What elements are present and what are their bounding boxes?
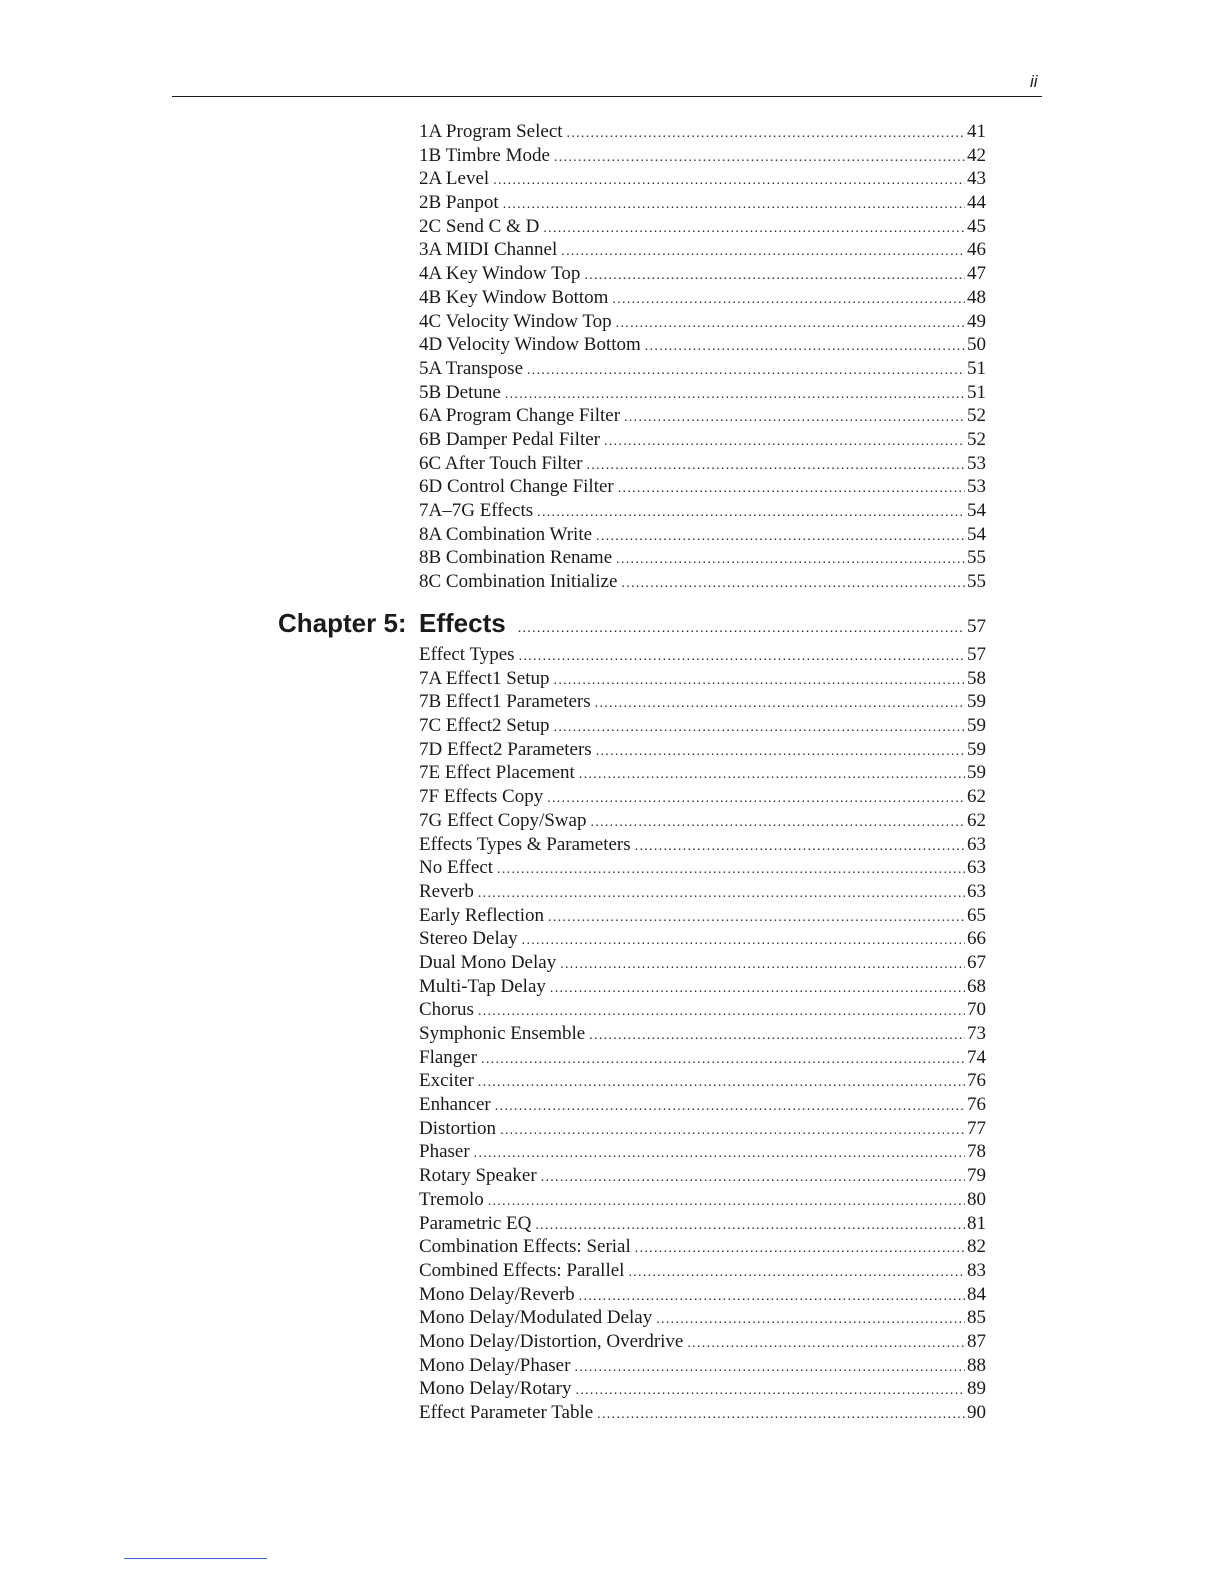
toc-entry-label: 2A Level	[419, 168, 490, 190]
toc-entry-page: 68	[967, 975, 986, 997]
dot-leader	[616, 312, 965, 336]
dot-leader	[497, 858, 965, 882]
dot-leader	[635, 1237, 965, 1261]
toc-entry[interactable]	[419, 1069, 986, 1093]
toc-entry-page: 53	[967, 476, 986, 498]
toc-entry-label: 2C Send C & D	[419, 215, 540, 237]
dot-leader	[505, 383, 965, 407]
toc-entry-page: 70	[967, 999, 986, 1021]
dot-leader	[537, 501, 965, 525]
toc-entry-label: 7G Effect Copy/Swap	[419, 809, 587, 831]
dot-leader	[621, 572, 965, 596]
toc-entry[interactable]	[419, 475, 986, 499]
dot-leader	[618, 477, 965, 501]
toc-entry[interactable]	[419, 667, 986, 691]
toc-entry-page: 45	[967, 215, 986, 237]
toc-entry[interactable]	[419, 880, 986, 904]
toc-entry-label: Mono Delay/Reverb	[419, 1283, 575, 1305]
toc-entry-label: Effects Types & Parameters	[419, 833, 631, 855]
toc-entry-label: Reverb	[419, 880, 474, 902]
toc-entry-page: 46	[967, 239, 986, 261]
toc-entry[interactable]	[419, 215, 986, 239]
toc-combination-section	[419, 120, 986, 594]
toc-entry-label: Rotary Speaker	[419, 1165, 537, 1187]
toc-entry-page: 54	[967, 500, 986, 521]
toc-entry-label: 7B Effect1 Parameters	[419, 691, 591, 713]
toc-entry-page: 49	[967, 310, 986, 332]
dot-leader	[656, 1308, 965, 1332]
toc-entry-label: 6B Damper Pedal Filter	[419, 428, 600, 450]
toc-entry-page: 90	[967, 1402, 986, 1423]
toc-entry[interactable]	[419, 286, 986, 310]
toc-entry-page: 43	[967, 168, 986, 190]
toc-entry-page: 55	[967, 547, 986, 569]
toc-entry-page: 58	[967, 667, 986, 689]
toc-entry[interactable]	[419, 904, 986, 928]
dot-leader	[590, 811, 965, 835]
toc-entry-page: 47	[967, 263, 986, 285]
toc-entry-page: 82	[967, 1236, 986, 1258]
toc-entry-label: Parametric EQ	[419, 1212, 532, 1234]
dot-leader	[547, 787, 965, 811]
dot-leader	[548, 906, 965, 930]
dot-leader	[488, 1190, 965, 1214]
toc-entry-page: 62	[967, 786, 986, 808]
toc-entry[interactable]	[419, 570, 986, 594]
toc-entry-page: 74	[967, 1046, 986, 1068]
dot-leader	[574, 1356, 965, 1380]
chapter-label: Chapter 5:	[278, 608, 407, 638]
toc-entry-label: No Effect	[419, 857, 494, 879]
toc-entry-label: 7E Effect Placement	[419, 762, 575, 784]
toc-entry[interactable]	[419, 428, 986, 452]
toc-entry-label: Effect Parameter Table	[419, 1402, 594, 1423]
toc-entry-page: 44	[967, 192, 986, 214]
toc-entry-page: 54	[967, 523, 986, 545]
toc-entry-page: 50	[967, 334, 986, 356]
toc-entry-label: 6A Program Change Filter	[419, 405, 621, 427]
toc-entry-page: 77	[967, 1117, 986, 1139]
toc-entry-label: Dual Mono Delay	[419, 951, 557, 973]
toc-entry[interactable]	[419, 262, 986, 286]
toc-entry-page: 57	[967, 644, 986, 665]
toc-entry-label: 2B Panpot	[419, 192, 499, 214]
toc-entry-page: 63	[967, 880, 986, 902]
toc-entry-label: Enhancer	[419, 1094, 491, 1116]
toc-entry-label: 1A Program Select	[419, 121, 563, 142]
toc-entry-label: Early Reflection	[419, 904, 545, 926]
dot-leader	[579, 1285, 965, 1309]
toc-entry-label: Phaser	[419, 1141, 470, 1163]
toc-entry[interactable]	[419, 998, 986, 1022]
toc-entry-label: Flanger	[419, 1046, 478, 1068]
toc-entry-label: Multi-Tap Delay	[419, 975, 546, 997]
dot-leader	[478, 882, 965, 906]
toc-entry-page: 88	[967, 1354, 986, 1376]
toc-entry[interactable]	[419, 381, 986, 405]
toc-entry-page: 87	[967, 1330, 986, 1352]
toc-entry[interactable]	[419, 1093, 986, 1117]
dot-leader	[503, 193, 965, 217]
toc-entry[interactable]	[419, 690, 986, 714]
toc-effects-section	[419, 643, 986, 1425]
toc-entry[interactable]	[419, 1283, 986, 1307]
toc-entry-page: 85	[967, 1307, 986, 1329]
toc-entry-page: 62	[967, 809, 986, 831]
toc-entry-page: 78	[967, 1141, 986, 1163]
toc-entry[interactable]	[419, 1330, 986, 1354]
toc-entry[interactable]	[419, 1117, 986, 1141]
toc-entry[interactable]	[419, 809, 986, 833]
toc-entry-label: Mono Delay/Modulated Delay	[419, 1307, 653, 1329]
toc-entry-page: 59	[967, 762, 986, 784]
toc-entry-page: 73	[967, 1023, 986, 1044]
toc-entry[interactable]	[419, 310, 986, 334]
dot-leader	[567, 122, 965, 146]
toc-entry[interactable]	[419, 785, 986, 809]
dot-leader	[628, 1261, 965, 1285]
toc-entry-page: 79	[967, 1165, 986, 1187]
toc-entry-page: 59	[967, 715, 986, 737]
toc-entry-label: 3A MIDI Channel	[419, 239, 558, 261]
toc-entry[interactable]	[419, 1235, 986, 1259]
dot-leader	[624, 406, 965, 430]
toc-entry-label: Effect Types	[419, 644, 515, 665]
dot-leader	[493, 169, 965, 193]
toc-entry[interactable]	[419, 714, 986, 738]
toc-entry-page: 76	[967, 1070, 986, 1092]
toc-entry[interactable]	[419, 144, 986, 168]
toc-entry[interactable]	[419, 761, 986, 785]
toc-entry-page: 55	[967, 571, 986, 593]
toc-entry[interactable]	[419, 191, 986, 215]
toc-entry-label: Combined Effects: Parallel	[419, 1259, 625, 1281]
toc-entry-label: 4D Velocity Window Bottom	[419, 334, 641, 356]
toc-entry[interactable]	[419, 1354, 986, 1378]
toc-entry-label: 4A Key Window Top	[419, 263, 581, 285]
toc-entry-label: 4C Velocity Window Top	[419, 310, 612, 332]
toc-entry[interactable]	[419, 1401, 986, 1425]
toc-entry[interactable]	[419, 1022, 986, 1046]
toc-entry[interactable]	[419, 1259, 986, 1283]
toc-entry-page: 52	[967, 428, 986, 450]
dot-leader	[554, 669, 965, 693]
dot-leader	[519, 645, 965, 669]
dot-leader	[518, 621, 965, 637]
toc-entry[interactable]	[419, 1306, 986, 1330]
dot-leader	[474, 1142, 965, 1166]
toc-entry-page: 80	[967, 1188, 986, 1210]
toc-entry-label: Symphonic Ensemble	[419, 1023, 586, 1044]
toc-entry-page: 83	[967, 1259, 986, 1281]
toc-entry[interactable]	[419, 927, 986, 951]
toc-entry[interactable]	[419, 238, 986, 262]
toc-entry[interactable]	[419, 1188, 986, 1212]
dot-leader	[604, 430, 965, 454]
toc-entry[interactable]	[419, 1046, 986, 1070]
toc-entry-page: 84	[967, 1283, 986, 1305]
toc-entry[interactable]	[419, 523, 986, 547]
toc-entry-label: 7C Effect2 Setup	[419, 715, 550, 737]
toc-entry-page: 59	[967, 738, 986, 760]
toc-entry-label: 1B Timbre Mode	[419, 144, 550, 166]
dot-leader	[687, 1332, 965, 1356]
toc-entry[interactable]	[419, 1164, 986, 1188]
toc-entry-page: 41	[967, 121, 986, 142]
dot-leader	[478, 1000, 965, 1024]
dot-leader	[587, 454, 966, 478]
toc-entry[interactable]	[419, 833, 986, 857]
toc-entry-label: 6D Control Change Filter	[419, 476, 614, 498]
dot-leader	[645, 335, 965, 359]
toc-entry[interactable]	[419, 738, 986, 762]
dot-leader	[522, 929, 965, 953]
toc-entry[interactable]	[419, 1377, 986, 1401]
dot-leader	[541, 1166, 965, 1190]
footer-rule	[124, 1558, 267, 1559]
toc-entry-label: 7F Effects Copy	[419, 786, 544, 808]
toc-entry[interactable]	[419, 357, 986, 381]
toc-entry-page: 52	[967, 405, 986, 427]
toc-entry-label: Combination Effects: Serial	[419, 1236, 631, 1258]
dot-leader	[589, 1024, 965, 1048]
toc-entry-page: 51	[967, 381, 986, 403]
page-number: ii	[1030, 72, 1038, 91]
chapter-heading[interactable]	[278, 608, 986, 642]
dot-leader	[635, 835, 965, 859]
dot-leader	[500, 1119, 965, 1143]
dot-leader	[554, 146, 965, 170]
dot-leader	[495, 1095, 965, 1119]
header-rule	[172, 96, 1042, 97]
toc-entry-page: 63	[967, 857, 986, 879]
toc-entry[interactable]	[419, 856, 986, 880]
dot-leader	[554, 716, 965, 740]
dot-leader	[560, 953, 965, 977]
dot-leader	[543, 217, 965, 241]
dot-leader	[550, 977, 965, 1001]
dot-leader	[584, 264, 965, 288]
toc-entry[interactable]	[419, 404, 986, 428]
toc-entry-page: 53	[967, 452, 986, 474]
toc-entry-label: 8C Combination Initialize	[419, 571, 618, 593]
dot-leader	[612, 288, 965, 312]
toc-entry-label: Chorus	[419, 999, 474, 1021]
toc-entry-label: 6C After Touch Filter	[419, 452, 583, 474]
toc-entry-page: 59	[967, 691, 986, 713]
toc-entry-label: 4B Key Window Bottom	[419, 286, 609, 308]
dot-leader	[616, 548, 965, 572]
toc-entry[interactable]	[419, 951, 986, 975]
toc-entry[interactable]	[419, 643, 986, 667]
dot-leader	[478, 1071, 965, 1095]
toc-entry-label: 8A Combination Write	[419, 523, 593, 545]
dot-leader	[596, 740, 965, 764]
toc-entry-page: 48	[967, 286, 986, 308]
toc-entry-page: 67	[967, 951, 986, 973]
dot-leader	[535, 1214, 965, 1238]
toc-entry-page: 42	[967, 144, 986, 166]
toc-entry-label: Tremolo	[419, 1188, 484, 1210]
toc-entry-page: 81	[967, 1212, 986, 1234]
dot-leader	[576, 1379, 965, 1403]
dot-leader	[527, 359, 965, 383]
toc-entry-label: Mono Delay/Phaser	[419, 1354, 571, 1376]
toc-entry[interactable]	[419, 546, 986, 570]
toc-entry[interactable]	[419, 452, 986, 476]
toc-entry-page: 63	[967, 833, 986, 855]
toc-entry-page: 76	[967, 1094, 986, 1116]
toc-entry-label: 7A Effect1 Setup	[419, 667, 550, 689]
chapter-page: 57	[967, 616, 986, 637]
toc-entry-label: 7D Effect2 Parameters	[419, 738, 592, 760]
dot-leader	[481, 1048, 965, 1072]
toc-entry[interactable]	[419, 167, 986, 191]
toc-entry-page: 51	[967, 357, 986, 379]
toc-entry-label: 5B Detune	[419, 381, 501, 403]
toc-entry-label: Stereo Delay	[419, 928, 518, 950]
toc-entry-label: 8B Combination Rename	[419, 547, 613, 569]
dot-leader	[596, 525, 965, 549]
dot-leader	[597, 1403, 965, 1427]
toc-entry-label: Mono Delay/Distortion, Overdrive	[419, 1330, 684, 1352]
toc-entry-label: Exciter	[419, 1070, 474, 1092]
toc-entry[interactable]	[419, 120, 986, 144]
dot-leader	[579, 763, 965, 787]
toc-entry[interactable]	[419, 1212, 986, 1236]
toc-entry[interactable]	[419, 1140, 986, 1164]
dot-leader	[561, 240, 965, 264]
toc-entry-page: 65	[967, 904, 986, 926]
toc-entry-label: 7A–7G Effects	[419, 500, 534, 521]
toc-entry-page: 89	[967, 1378, 986, 1400]
toc-entry-page: 66	[967, 928, 986, 950]
toc-entry[interactable]	[419, 975, 986, 999]
toc-entry-label: Mono Delay/Rotary	[419, 1378, 572, 1400]
toc-entry[interactable]	[419, 499, 986, 523]
toc-entry-label: 5A Transpose	[419, 357, 523, 379]
dot-leader	[595, 692, 965, 716]
chapter-title: Effects	[419, 608, 506, 638]
toc-entry-label: Distortion	[419, 1117, 497, 1139]
toc-entry[interactable]	[419, 333, 986, 357]
